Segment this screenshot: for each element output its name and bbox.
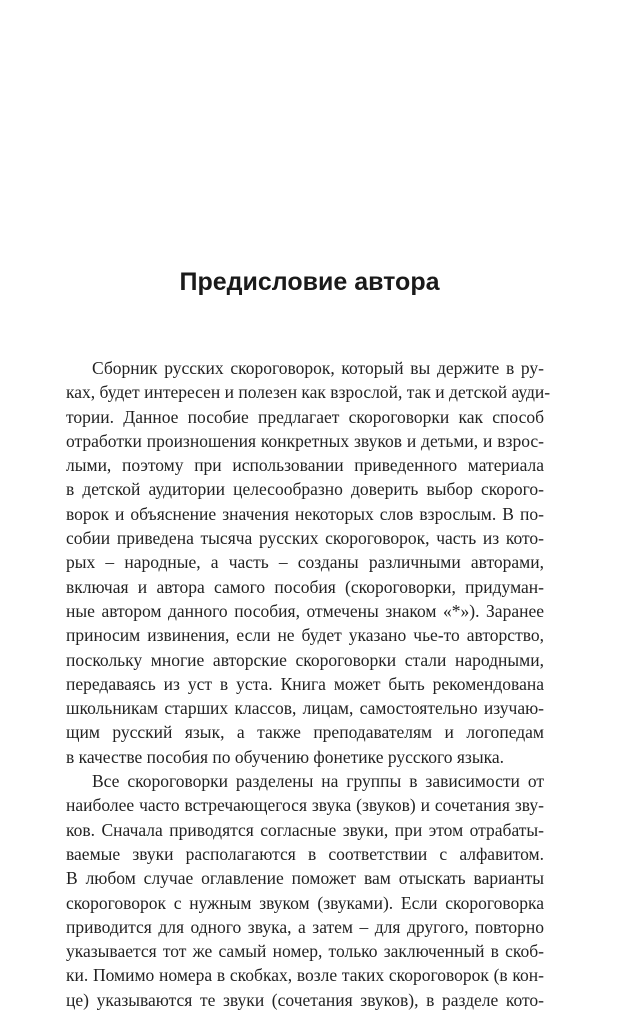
text-line: лыми, поэтому при использовании приведенного материала: [66, 455, 544, 476]
text-line: передаваясь из уст в уста. Книга может быть рекомендована: [66, 673, 544, 694]
text-line: ках, будет интересен и полезен как взрослой, так и детской ауди-: [66, 382, 551, 403]
paragraph-1: [66, 356, 551, 769]
text-line: ки. Помимо номера в скобках, возле таких скороговорок (в кон-: [66, 965, 544, 986]
text-line: школьникам старших классов, лицам, самостоятельно изучаю-: [66, 698, 544, 719]
text-line: В любом случае оглавление поможет вам отыскать варианты: [66, 868, 544, 889]
text-line: собии приведена тысяча русских скороговорок, часть из кото-: [66, 528, 544, 549]
page-title: Предисловие автора: [179, 268, 440, 296]
text-line: щим русский язык, а также преподавателям и логопедам: [66, 722, 544, 743]
text-line: наиболее часто встречающегося звука (звуков) и сочетания зву-: [66, 795, 544, 816]
text-line: рых – народные, а часть – созданы различными авторами,: [66, 552, 544, 573]
text-line: приводится для одного звука, а затем – для другого, повторно: [66, 916, 544, 937]
text-line: ваемые звуки располагаются в соответствии с алфавитом.: [66, 843, 544, 864]
text-line: приносим извинения, если не будет указано чье-то авторство,: [66, 625, 544, 646]
text-line: ворок и объяснение значения некоторых слов взрослым. В по-: [66, 503, 544, 524]
text-line: тории. Данное пособие предлагает скороговорки как способ: [66, 406, 544, 427]
text-line: поскольку многие авторские скороговорки стали народными,: [66, 649, 544, 670]
text-line: це) указываются те звуки (сочетания звуков), в разделе кото-: [66, 989, 544, 1010]
preface-body: [66, 356, 551, 1012]
text-line: скороговорок с нужным звуком (звуками). Если скороговорка: [66, 892, 544, 913]
text-line: отработки произношения конкретных звуков и детьми, и взрос-: [66, 430, 544, 451]
text-line: указывается тот же самый номер, только заключенный в скоб-: [66, 941, 544, 962]
paragraph-2: [66, 769, 544, 1012]
text-line: Сборник русских скороговорок, который вы держите в ру-: [92, 358, 544, 378]
text-line: ков. Сначала приводятся согласные звуки, при этом отрабаты-: [66, 819, 544, 840]
text-line: в детской аудитории целесообразно доверить выбор скорого-: [66, 479, 544, 500]
text-line: Все скороговорки разделены на группы в зависимости от: [92, 771, 544, 792]
text-line: ные автором данного пособия, отмечены знаком «*»). Заранее: [66, 600, 544, 621]
text-line: в качестве пособия по обучению фонетике русского языка.: [66, 746, 504, 767]
text-line: включая и автора самого пособия (скороговорки, придуман-: [66, 576, 544, 597]
